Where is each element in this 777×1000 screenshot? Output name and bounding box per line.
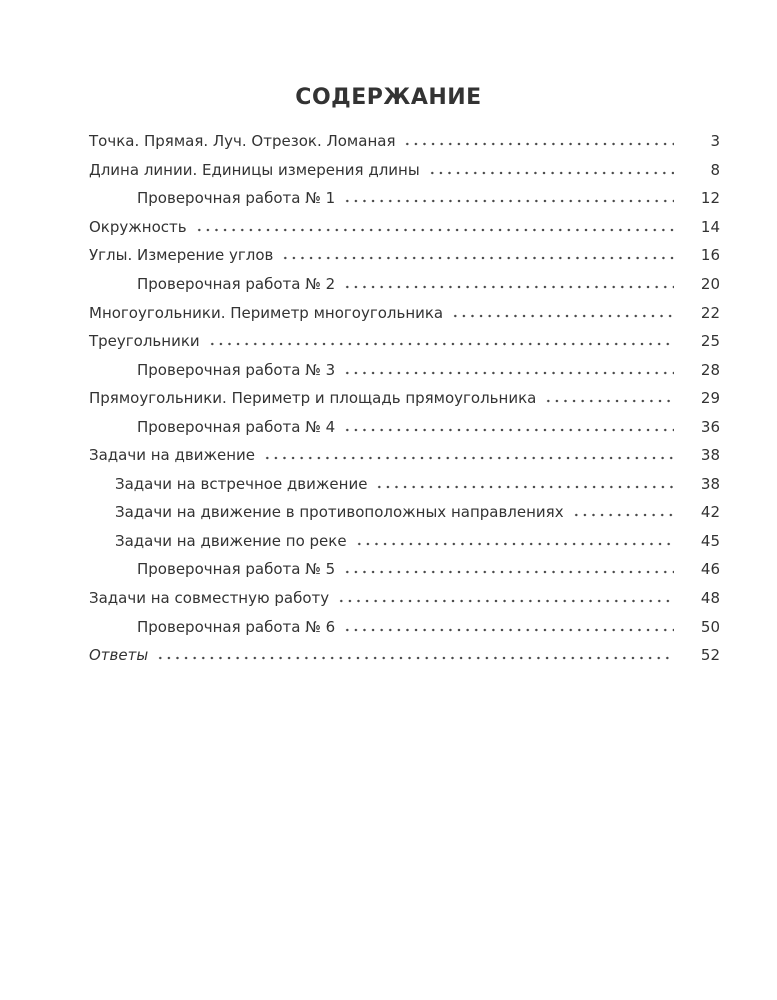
toc-entry-page: 38 [700, 474, 720, 493]
toc-entry-label: Задачи на движение в противоположных направлениях [115, 503, 564, 522]
dot-leader [343, 628, 674, 632]
toc-entry-page: 38 [700, 446, 720, 465]
dot-leader [195, 228, 674, 232]
toc-entry [0, 498, 777, 527]
dot-leader [403, 142, 674, 146]
table-of-contents [0, 127, 777, 669]
toc-entry [0, 584, 777, 613]
toc-entry-page: 45 [700, 531, 720, 550]
toc-entry-page: 42 [700, 503, 720, 522]
toc-entry-page: 8 [710, 160, 720, 179]
toc-entry [0, 527, 777, 556]
toc-entry [0, 641, 777, 670]
dot-leader [343, 570, 674, 574]
toc-entry [0, 184, 777, 213]
toc-entry [0, 441, 777, 470]
dot-leader [208, 342, 674, 346]
toc-entry-page: 36 [700, 417, 720, 436]
dot-leader [375, 485, 674, 489]
toc-entry-page: 50 [700, 617, 720, 636]
toc-entry [0, 241, 777, 270]
dot-leader [572, 513, 674, 517]
toc-entry-page: 28 [700, 360, 720, 379]
toc-entry-label: Углы. Измерение углов [89, 246, 274, 265]
toc-entry [0, 156, 777, 185]
toc-entry-label: Проверочная работа № 5 [137, 560, 336, 579]
dot-leader [343, 371, 674, 375]
dot-leader [451, 314, 674, 318]
toc-entry-label: Проверочная работа № 3 [137, 360, 336, 379]
dot-leader [355, 542, 674, 546]
toc-entry [0, 612, 777, 641]
dot-leader [343, 428, 674, 432]
dot-leader [156, 656, 674, 660]
toc-entry-label: Многоугольники. Периметр многоугольника [89, 303, 444, 322]
toc-entry-label: Ответы [89, 646, 149, 665]
toc-entry-label: Задачи на встречное движение [115, 474, 368, 493]
toc-entry-label: Проверочная работа № 1 [137, 189, 336, 208]
toc-entry-page: 22 [700, 303, 720, 322]
toc-entry [0, 384, 777, 413]
dot-leader [343, 199, 674, 203]
toc-entry-label: Задачи на совместную работу [89, 589, 330, 608]
toc-entry [0, 213, 777, 242]
toc-entry-label: Треугольники [89, 332, 200, 351]
toc-entry-page: 52 [700, 646, 720, 665]
dot-leader [281, 256, 674, 260]
toc-entry [0, 412, 777, 441]
toc-entry-page: 20 [700, 275, 720, 293]
page-title: СОДЕРЖАНИЕ [295, 84, 482, 110]
toc-entry-label: Задачи на движение по реке [115, 531, 347, 550]
toc-entry [0, 470, 777, 499]
toc-entry-page: 48 [700, 589, 720, 608]
toc-entry-label: Проверочная работа № 6 [137, 617, 336, 636]
toc-entry-label: Точка. Прямая. Луч. Отрезок. Ломаная [89, 132, 396, 151]
toc-entry-label: Проверочная работа № 4 [137, 417, 336, 436]
toc-entry-label: Прямоугольники. Периметр и площадь прямоугольника [89, 389, 537, 408]
toc-entry-page: 25 [700, 332, 720, 351]
toc-entry-label: Длина линии. Единицы измерения длины [89, 160, 420, 179]
dot-leader [337, 599, 674, 603]
toc-entry-page: 14 [700, 217, 720, 236]
toc-entry-page: 12 [700, 189, 720, 208]
toc-entry [0, 355, 777, 384]
toc-entry-label: Окружность [89, 217, 187, 236]
toc-entry-label: Задачи на движение [89, 446, 256, 465]
toc-entry [0, 327, 777, 356]
dot-leader [544, 399, 674, 403]
toc-entry [0, 555, 777, 584]
toc-entry-page: 3 [710, 132, 720, 151]
toc-entry-label: Проверочная работа № 2 [137, 275, 336, 293]
toc-entry [0, 127, 777, 156]
dot-leader [428, 171, 674, 175]
toc-entry-page: 16 [700, 246, 720, 265]
dot-leader [343, 285, 674, 289]
dot-leader [263, 456, 674, 460]
toc-entry-page: 29 [700, 389, 720, 408]
toc-entry [0, 270, 777, 299]
toc-entry [0, 298, 777, 327]
toc-entry-page: 46 [700, 560, 720, 579]
